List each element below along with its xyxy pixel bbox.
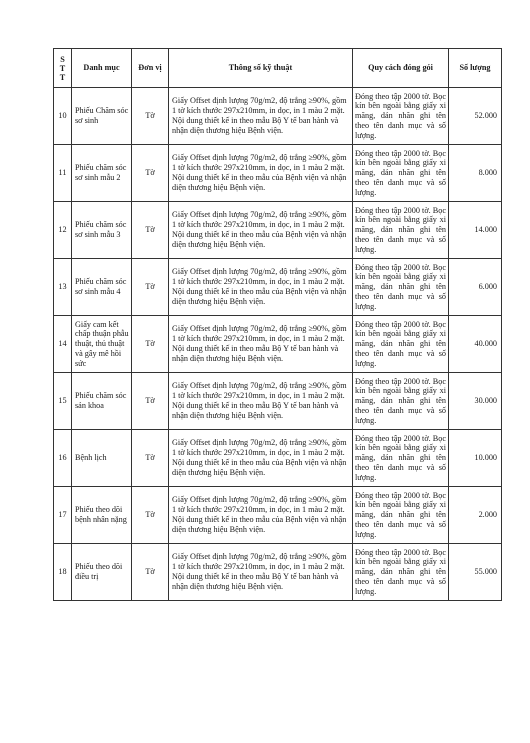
cell-quy-cach-dong-goi: Đóng theo tập 2000 tờ. Bọc kín bên ngoài bằng giấy xi măng, dán nhãn ghi tên theo tên danh mục và số lượng.: [353, 88, 449, 145]
cell-thong-so-ky-thuat: Giấy Offset định lượng 70g/m2, độ trắng ≥90%, gồm 1 tờ kích thước 297x210mm, in dọc, in 1 màu 2 mặt. Nội dung thiết kế in theo mẫu của Bệnh viện và nhận diện thương hiệu Bệnh viện.: [169, 259, 353, 316]
header-don-vi: Đơn vị: [132, 49, 169, 88]
cell-quy-cach-dong-goi: Đóng theo tập 2000 tờ. Bọc kín bên ngoài bằng giấy xi măng, dán nhãn ghi tên theo tên danh mục và số lượng.: [353, 259, 449, 316]
cell-so-luong: 52.000: [449, 88, 502, 145]
cell-don-vi: Tờ: [132, 145, 169, 202]
cell-stt: 17: [54, 487, 72, 544]
table-row: [54, 373, 502, 430]
cell-thong-so-ky-thuat: Giấy Offset định lượng 70g/m2, độ trắng ≥90%, gồm 1 tờ kích thước 297x210mm, in dọc, in 1 màu 2 mặt. Nội dung thiết kế in theo mẫu Bộ Y tế ban hành và nhận diện thương hiệu Bệnh viện.: [169, 88, 353, 145]
cell-danh-muc: Phiếu theo dõi bệnh nhân nặng: [72, 487, 132, 544]
cell-stt: 18: [54, 544, 72, 601]
cell-danh-muc: Phiếu theo dõi điều trị: [72, 544, 132, 601]
table-row: [54, 88, 502, 145]
cell-so-luong: 6.000: [449, 259, 502, 316]
cell-danh-muc: Phiếu chăm sóc sơ sinh mẫu 3: [72, 202, 132, 259]
cell-danh-muc: Phiếu chăm sóc sơ sinh mẫu 4: [72, 259, 132, 316]
cell-don-vi: Tờ: [132, 430, 169, 487]
cell-stt: 10: [54, 88, 72, 145]
cell-so-luong: 40.000: [449, 316, 502, 373]
margin-stamp-marks: [516, 345, 526, 455]
cell-don-vi: Tờ: [132, 316, 169, 373]
cell-so-luong: 8.000: [449, 145, 502, 202]
cell-stt: 12: [54, 202, 72, 259]
cell-don-vi: Tờ: [132, 487, 169, 544]
cell-so-luong: 14.000: [449, 202, 502, 259]
cell-thong-so-ky-thuat: Giấy Offset định lượng 70g/m2, độ trắng ≥90%, gồm 1 tờ kích thước 297x210mm, in dọc, in 1 màu 2 mặt. Nội dung thiết kế in theo mẫu của Bệnh viện và nhận diện thương hiệu Bệnh viện.: [169, 487, 353, 544]
cell-danh-muc: Phiếu chăm sóc sơ sinh mẫu 2: [72, 145, 132, 202]
table-row: [54, 145, 502, 202]
header-danh-muc: Danh mục: [72, 49, 132, 88]
cell-don-vi: Tờ: [132, 544, 169, 601]
table-row: [54, 202, 502, 259]
table-row: [54, 544, 502, 601]
table-row: [54, 259, 502, 316]
cell-quy-cach-dong-goi: Đóng theo tập 2000 tờ. Bọc kín bên ngoài bằng giấy xi măng, dán nhãn ghi tên theo tên danh mục và số lượng.: [353, 487, 449, 544]
cell-thong-so-ky-thuat: Giấy Offset định lượng 70g/m2, độ trắng ≥90%, gồm 1 tờ kích thước 297x210mm, in dọc, in 1 màu 2 mặt. Nội dung thiết kế in theo mẫu Bộ Y tế ban hành và nhận diện thương hiệu Bệnh viện.: [169, 544, 353, 601]
cell-don-vi: Tờ: [132, 202, 169, 259]
header-quy-cach-dong-goi: Quy cách đóng gói: [353, 49, 449, 88]
specification-table: [53, 48, 502, 601]
cell-quy-cach-dong-goi: Đóng theo tập 2000 tờ. Bọc kín bên ngoài bằng giấy xi măng, dán nhãn ghi tên theo tên danh mục và số lượng.: [353, 430, 449, 487]
table-row: [54, 430, 502, 487]
cell-danh-muc: Phiếu Chăm sóc sơ sinh: [72, 88, 132, 145]
cell-stt: 14: [54, 316, 72, 373]
header-so-luong: Số lượng: [449, 49, 502, 88]
cell-danh-muc: Bệnh lịch: [72, 430, 132, 487]
header-stt: S T T: [54, 49, 72, 88]
cell-stt: 13: [54, 259, 72, 316]
cell-thong-so-ky-thuat: Giấy Offset định lượng 70g/m2, độ trắng ≥90%, gồm 1 tờ kích thước 297x210mm, in dọc, in 1 màu 2 mặt. Nội dung thiết kế in theo mẫu của Bệnh viện và nhận diện thương hiệu Bệnh viện.: [169, 430, 353, 487]
cell-don-vi: Tờ: [132, 88, 169, 145]
cell-so-luong: 55.000: [449, 544, 502, 601]
table-row: [54, 487, 502, 544]
cell-quy-cach-dong-goi: Đóng theo tập 2000 tờ. Bọc kín bên ngoài bằng giấy xi măng, dán nhãn ghi tên theo tên danh mục và số lượng.: [353, 316, 449, 373]
table-row: [54, 316, 502, 373]
cell-thong-so-ky-thuat: Giấy Offset định lượng 70g/m2, độ trắng ≥90%, gồm 1 tờ kích thước 297x210mm, in dọc, in 1 màu 2 mặt. Nội dung thiết kế in theo mẫu của Bệnh viện và nhận diện thương hiệu Bệnh viện.: [169, 202, 353, 259]
cell-thong-so-ky-thuat: Giấy Offset định lượng 70g/m2, độ trắng ≥90%, gồm 1 tờ kích thước 297x210mm, in dọc, in 1 màu 2 mặt. Nội dung thiết kế in theo mẫu Bộ Y tế ban hành và nhận diện thương hiệu Bệnh viện.: [169, 316, 353, 373]
cell-stt: 15: [54, 373, 72, 430]
cell-danh-muc: Phiếu chăm sóc sản khoa: [72, 373, 132, 430]
table-body: [54, 88, 502, 601]
header-thong-so-ky-thuat: Thông số kỹ thuật: [169, 49, 353, 88]
cell-so-luong: 30.000: [449, 373, 502, 430]
cell-quy-cach-dong-goi: Đóng theo tập 2000 tờ. Bọc kín bên ngoài bằng giấy xi măng, dán nhãn ghi tên theo tên danh mục và số lượng.: [353, 373, 449, 430]
cell-so-luong: 10.000: [449, 430, 502, 487]
cell-don-vi: Tờ: [132, 373, 169, 430]
table-header-row: [54, 49, 502, 88]
cell-don-vi: Tờ: [132, 259, 169, 316]
cell-thong-so-ky-thuat: Giấy Offset định lượng 70g/m2, độ trắng ≥90%, gồm 1 tờ kích thước 297x210mm, in dọc, in 1 màu 2 mặt. Nội dung thiết kế in theo mẫu của Bệnh viện và nhận diện thương hiệu Bệnh viện.: [169, 145, 353, 202]
cell-stt: 11: [54, 145, 72, 202]
cell-danh-muc: Giấy cam kết chấp thuận phẫu thuật, thủ thuật và gây mê hồi sức: [72, 316, 132, 373]
cell-thong-so-ky-thuat: Giấy Offset định lượng 70g/m2, độ trắng ≥90%, gồm 1 tờ kích thước 297x210mm, in dọc, in 1 màu 2 mặt. Nội dung thiết kế in theo mẫu Bộ Y tế ban hành và nhận diện thương hiệu Bệnh viện.: [169, 373, 353, 430]
cell-quy-cach-dong-goi: Đóng theo tập 2000 tờ. Bọc kín bên ngoài bằng giấy xi măng, dán nhãn ghi tên theo tên danh mục và số lượng.: [353, 202, 449, 259]
cell-so-luong: 2.000: [449, 487, 502, 544]
cell-quy-cach-dong-goi: Đóng theo tập 2000 tờ. Bọc kín bên ngoài bằng giấy xi măng, dán nhãn ghi tên theo tên danh mục và số lượng.: [353, 145, 449, 202]
cell-quy-cach-dong-goi: Đóng theo tập 2000 tờ. Bọc kín bên ngoài bằng giấy xi măng, dán nhãn ghi tên theo tên danh mục và số lượng.: [353, 544, 449, 601]
cell-stt: 16: [54, 430, 72, 487]
